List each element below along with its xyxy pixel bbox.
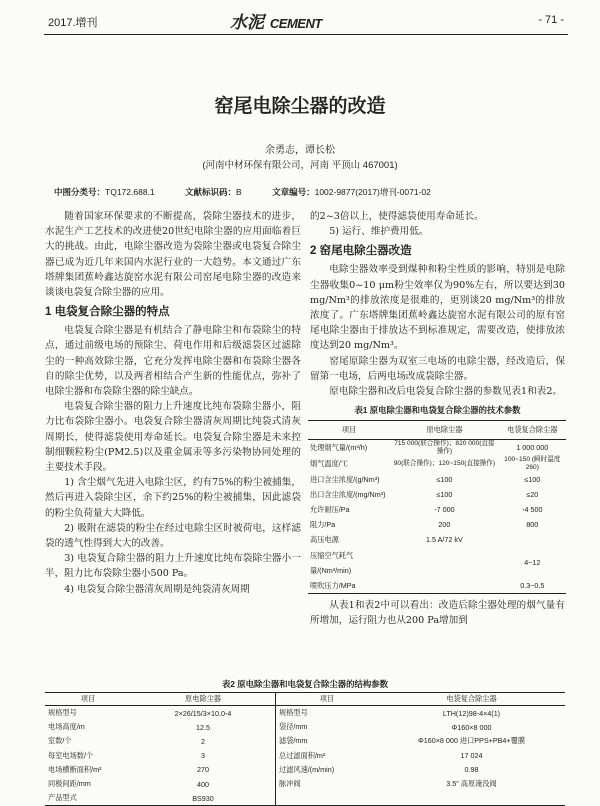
issue-label: 2017.增刊	[48, 17, 98, 29]
table-header-row	[308, 421, 566, 439]
table-cell	[390, 548, 498, 578]
table-cell: LTH(12)98-4×4(1)	[442, 708, 501, 718]
table-cell: 高压电源	[310, 535, 339, 545]
table-cell: -4 500	[522, 505, 543, 515]
table-cell: 喷吹压力/MPa	[310, 581, 356, 591]
table1	[308, 420, 566, 594]
table-row	[45, 706, 565, 721]
table-header-cell: 原电除尘器	[131, 693, 276, 706]
table-cell: 同极间距/mm	[48, 779, 91, 789]
doc-code-field: 文献标识码：B	[185, 187, 242, 197]
journal-name-cn: 水泥	[230, 13, 264, 33]
page-number: - 71 -	[538, 14, 564, 26]
section-heading-1: 1 电袋复合除尘器的特点	[45, 306, 170, 319]
list-item: 3) 电袋复合除尘器的阻力上升速度比纯布袋除尘器小一半，阻力比布袋除尘器小500 Pa。	[45, 553, 301, 580]
paragraph: 原电除尘器和改后电袋复合除尘器的参数见表1和表2。	[329, 386, 563, 398]
table-row	[45, 791, 565, 806]
table-cell: -7 000	[434, 505, 455, 515]
table-cell: 袋径/mm	[276, 720, 379, 734]
table1-caption: 表1 原电除尘器和电袋复合除尘器的技术参数	[354, 405, 521, 416]
table-cell: 总过滤面积/m²	[276, 749, 379, 763]
table-cell: 每室电场数/个	[48, 750, 94, 760]
table-cell	[499, 532, 566, 547]
table-cell: 进口含尘浓度/(g/Nm³)	[310, 474, 380, 484]
clc-field: 中图分类号：TQ172.688.1	[54, 187, 155, 197]
table-cell: 2×26/15/3×10.0-4	[174, 708, 232, 718]
table-cell: ≤100	[436, 489, 453, 499]
article-authors: 余勇志，谭长松	[265, 145, 335, 156]
table-cell	[378, 791, 565, 806]
list-item: 4) 电袋复合除尘器清灰周期是纯袋清灰周期	[64, 583, 250, 595]
right-column	[310, 209, 565, 629]
table-row	[308, 517, 566, 532]
table-cell: 出口含尘浓度/(mg/Nm³)	[310, 489, 386, 499]
table2-block	[45, 674, 565, 806]
table-cell: Φ160×8 000 进口PPS+PB4+覆膜	[417, 736, 526, 746]
intro-paragraph: 随着国家环保要求的不断提高，袋除尘器技术的进步，水泥生产工艺技术的改进使20世纪电除尘器的应用面临着巨大的挑战。由此，电除尘器改造为袋除尘器或电袋复合除尘器已成为近几年来国内水泥行业的一大趋势。本文通过广东塔牌集团蕉岭鑫达旋窑水泥有限公司窑尾电除尘器的改造来谈谈电袋复合除尘器的应用。	[45, 211, 301, 299]
paragraph: 电袋复合除尘器的阻力上升速度比纯布袋除尘器小，阻力比布袋除尘器小。电袋复合除尘器清灰周期比纯袋式清灰周期长，使得滤袋使用寿命延长。电袋复合除尘器是未来控制细颗粒粉尘(PM2.5)以及重金属汞等多污染物协同处理的主要技术手段。	[45, 401, 301, 474]
left-column	[45, 209, 301, 597]
table-cell: 处理烟气量/(m³/h)	[310, 443, 368, 453]
table-cell: 1 000 000	[516, 443, 549, 453]
table-cell: 规格型号	[276, 706, 379, 721]
article-affiliation: (河南中材环保有限公司，河南 平顶山 467001)	[202, 160, 398, 171]
table-cell: 室数/个	[48, 736, 72, 746]
paragraph: 的2~3倍以上，使得滤袋使用寿命延长。	[310, 211, 484, 222]
table-row	[308, 487, 566, 502]
table-header-cell: 原电除尘器	[390, 421, 498, 439]
table-row	[45, 749, 565, 763]
table-cell: 715 000(联合操作)；820 000(直接操作)	[394, 439, 495, 455]
table-cell: 800	[526, 520, 539, 530]
table-cell: 阻力/Pa	[310, 520, 336, 530]
section-heading-2: 2 窑尾电除尘器改造	[310, 245, 412, 258]
table-row	[308, 532, 566, 547]
journal-name-en: CEMENT	[269, 16, 322, 31]
paragraph: 电袋复合除尘器是有机结合了静电除尘和布袋除尘的特点，通过前级电场的预除尘、荷电作用和后级滤袋区过滤除尘的一种高效除尘器，它充分发挥电除尘器和布袋除尘器各自的除尘优势，以及两者相结合产生新的性能优点，弥补了电除尘器和布袋除尘器的除尘缺点。	[45, 325, 301, 398]
table-cell: 产品型式	[48, 793, 77, 803]
table-cell: 4~12	[524, 558, 541, 568]
table-cell	[390, 578, 498, 594]
table-cell: 电场横断面积/m²	[48, 764, 102, 774]
table-cell: ≤100	[524, 474, 541, 484]
paragraph: 从表1和表2中可以看出：改造后除尘器处理的烟气量有所增加，运行阻力也从200 Pa增加到	[310, 600, 565, 627]
article-no-field: 文章编号：1002-9877(2017)增刊-0071-02	[272, 187, 431, 197]
table-header-cell: 项目	[276, 693, 379, 706]
table-cell: 规格型号	[48, 708, 77, 718]
list-item: 5) 运行、维护费用低。	[329, 226, 429, 238]
table-cell: 270	[197, 765, 209, 775]
table-row	[308, 548, 566, 578]
table-row	[308, 472, 566, 487]
table-cell	[276, 791, 379, 806]
table-row	[308, 502, 566, 517]
table-header-row	[45, 693, 565, 706]
table-row	[45, 777, 565, 791]
article-meta	[54, 186, 554, 198]
table-cell: 0.3~0.5	[520, 581, 545, 591]
table-row	[308, 456, 566, 472]
table-cell: 压缩空气耗气量/(Nm³/min)	[310, 550, 354, 575]
table-cell: 脉冲阀	[276, 777, 379, 791]
list-item: 1) 含尘烟气先进入电除尘区，约有75%的粉尘被捕集，然后再进入袋除尘区，余下约25%的粉尘被捕集，因此滤袋的粉尘负荷量大大降低。	[45, 477, 301, 519]
table-cell: 1.5 A/72 kV	[426, 535, 463, 545]
list-item: 2) 吸附在滤袋的粉尘在经过电除尘区时被荷电，这样滤袋的透气性得到大大的改善。	[45, 522, 301, 550]
table-cell: 滤袋/mm	[276, 734, 379, 748]
table-cell: BS930	[192, 793, 214, 803]
table-cell: 2	[201, 736, 205, 746]
table-cell: 200	[438, 520, 451, 530]
table-cell: ≤20	[526, 489, 539, 499]
table-header-cell: 电袋复合除尘器	[378, 693, 565, 706]
table-header-cell: 项目	[45, 693, 131, 706]
table-row	[45, 763, 565, 777]
table-row	[308, 578, 566, 594]
table-cell: 17 024	[460, 751, 483, 761]
table-cell: 过滤风速/(m/min)	[276, 763, 379, 777]
table-cell: 400	[197, 779, 209, 789]
page-header	[0, 0, 600, 38]
table-cell: 100~150 (瞬时温度260)	[504, 455, 561, 471]
journal-logo	[230, 8, 322, 33]
table-cell: 3.5" 高原淹没阀	[446, 779, 497, 789]
table-cell: Φ160×8 000	[451, 722, 492, 732]
table-row	[45, 734, 565, 748]
table-cell: 0.98	[464, 765, 479, 775]
table-header-cell: 电袋复合除尘器	[499, 421, 566, 439]
table-cell: 允许耐压/Pa	[310, 505, 350, 515]
table-cell: 烟气温度/℃	[310, 459, 348, 469]
table-cell: 电场高度/m	[48, 722, 85, 732]
table-cell: 12.5	[196, 722, 210, 732]
table2-caption: 表2 原电除尘器和电袋复合除尘器的结构参数	[221, 679, 389, 689]
table-row	[45, 720, 565, 734]
table-cell: 90(联合操作)；120~150(直接操作)	[393, 459, 496, 467]
table-cell: ≤100	[436, 474, 453, 484]
table-row	[308, 439, 566, 456]
table-cell: 3	[201, 751, 205, 761]
table2	[45, 692, 565, 806]
paragraph: 窑尾原除尘器为双室三电场的电除尘器，经改造后，保留第一电场，后两电场改成袋除尘器。	[310, 355, 565, 382]
paragraph: 电除尘器效率受到煤种和粉尘性质的影响，特别是电除尘器收集0~10 μm粉尘效率仅为90%左右，所以要达到30 mg/Nm³的排放浓度是很难的，更别谈20 mg/Nm³的排放浓度了。广东塔牌集团蕉岭鑫达旋窑水泥有限公司的原有窑尾电除尘器由于排放达不到标准规定，需要改造，使排放浓度达到20 mg/Nm³。	[310, 264, 565, 352]
header-rule	[44, 34, 568, 35]
article-title: 窑尾电除尘器的改造	[214, 96, 386, 117]
table-header-cell: 项目	[308, 421, 390, 439]
